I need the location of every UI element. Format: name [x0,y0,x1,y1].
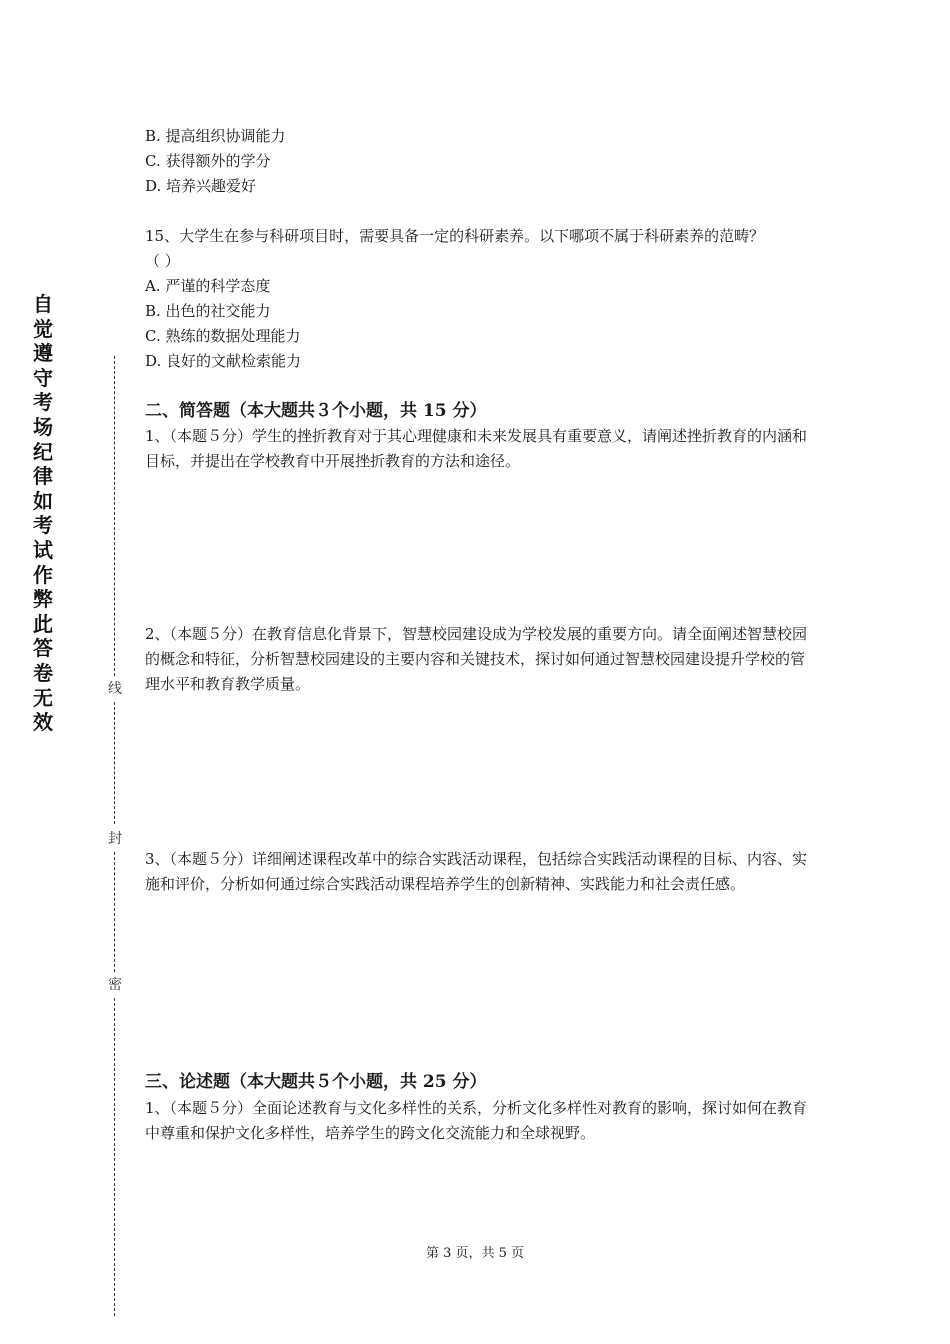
short-answer-question-1: 1、（本题５分）学生的挫折教育对于其心理健康和未来发展具有重要意义，请阐述挫折教育的内涵和目标，并提出在学校教育中开展挫折教育的方法和途径。 [145,427,808,470]
question-15-text: 15、大学生在参与科研项目时，需要具备一定的科研素养。以下哪项不属于科研素养的范畴？ [145,227,765,245]
binding-line-segment [114,852,115,972]
question-15-option-a: A. 严谨的科学态度 [145,277,271,295]
section-3-title: 三、论述题（本大题共５个小题，共 25 分） [145,1072,487,1092]
question-15-option-b: B. 出色的社交能力 [145,302,271,320]
binding-line-segment [114,998,115,1316]
binding-label-seal: 封 [108,831,122,847]
question-15-option-d: D. 良好的文献检索能力 [145,352,302,370]
option-b: B. 提高组织协调能力 [145,127,286,145]
essay-question-1: 1、（本题５分）全面论述教育与文化多样性的关系，分析文化多样性对教育的影响，探讨如何在教育中尊重和保护文化多样性，培养学生的跨文化交流能力和全球视野。 [145,1099,808,1142]
page-number: 第 3 页，共 5 页 [425,1246,525,1261]
short-answer-question-2: 2、（本题５分）在教育信息化背景下，智慧校园建设成为学校发展的重要方向。请全面阐述智慧校园的概念和特征，分析智慧校园建设的主要内容和关键技术，探讨如何通过智慧校园建设提升学校的管理水平和教育教学质量。 [145,625,808,693]
multiple-choice-area [145,124,825,374]
question-15-option-c: C. 熟练的数据处理能力 [145,327,301,345]
binding-line-segment [114,702,115,824]
short-answer-question-3: 3、（本题５分）详细阐述课程改革中的综合实践活动课程，包括综合实践活动课程的目标、内容、实施和评价，分析如何通过综合实践活动课程培养学生的创新精神、实践能力和社会责任感。 [145,850,808,893]
binding-label-line: 线 [108,681,122,697]
question-15-blank: （ ） [145,252,180,270]
binding-label-secret: 密 [108,977,122,993]
option-c: C. 获得额外的学分 [145,152,271,170]
option-d: D. 培养兴趣爱好 [145,177,257,195]
exam-discipline-warning: 自觉遵守考场纪律如考试作弊此答卷无效 [33,292,53,735]
binding-line-segment [114,356,115,676]
section-2-title: 二、简答题（本大题共３个小题，共 15 分） [145,401,487,421]
